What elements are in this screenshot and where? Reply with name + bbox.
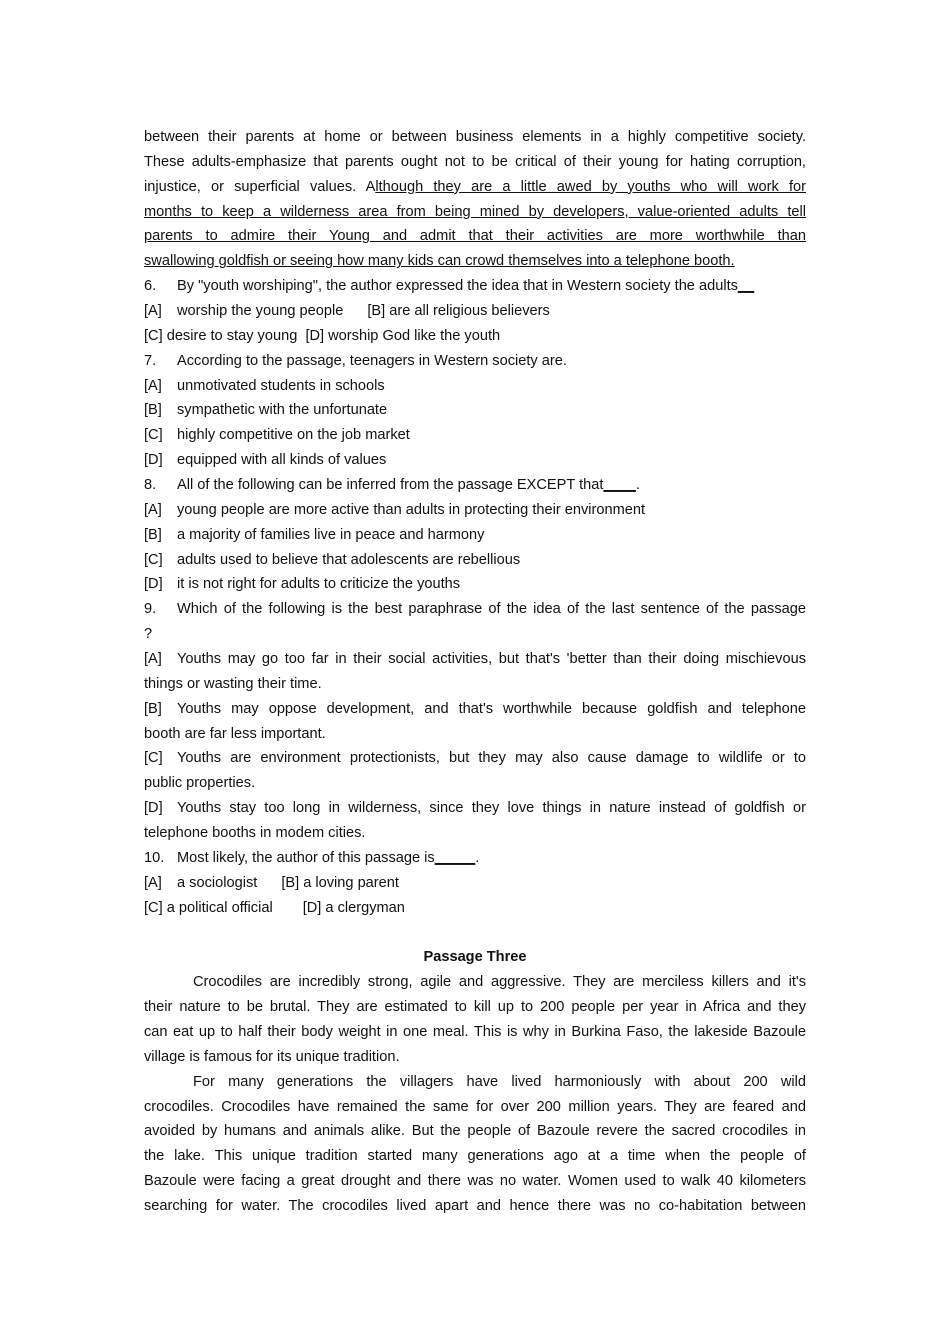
option-text: highly competitive on the job market (177, 427, 410, 444)
option-text: a sociologist (177, 874, 258, 891)
option-line: telephone booths in modem cities. (144, 825, 366, 842)
question-number: 7. (144, 352, 157, 369)
option-label: [A] (144, 501, 162, 518)
underlined-line: months to keep a wilderness area from being mined by developers, value-oriented adults tell (144, 203, 806, 220)
option-label: [A] (144, 651, 162, 668)
underlined-line (144, 249, 806, 274)
text-line (144, 175, 806, 200)
option-line (144, 647, 806, 672)
option-label: [A] (144, 303, 162, 320)
option-text: equipped with all kinds of values (177, 452, 387, 469)
question-9 (144, 597, 806, 622)
option-text: young people are more active than adults in protecting their environment (177, 501, 646, 518)
question-text: Most likely, the author of this passage is (177, 849, 435, 866)
option-text: [C] desire to stay young (144, 327, 298, 344)
text-line: These adults-emphasize that parents ought not to be critical of their young for hating corruption, (144, 153, 806, 170)
option-line (144, 523, 806, 548)
option-text: Youths may go too far in their social activities, but that's 'better than their doing mischievous (177, 651, 806, 668)
text-line: village is famous for its unique tradition. (144, 1048, 400, 1065)
question-number: 9. (144, 601, 157, 618)
question-number: 8. (144, 477, 157, 494)
option-text: [B] a loving parent (281, 874, 399, 891)
option-label: [C] (144, 750, 163, 767)
underlined-line: parents to admire their Young and admit that their activities are more worthwhile than (144, 228, 806, 245)
option-line: things or wasting their time. (144, 675, 322, 692)
option-line (144, 324, 806, 349)
option-text: [C] a political official (144, 899, 273, 916)
answer-blank: _____ (434, 849, 476, 866)
option-line (144, 374, 806, 399)
option-text: [D] worship God like the youth (305, 327, 501, 344)
option-label: [D] (144, 576, 163, 593)
text-line: can eat up to half their body weight in one meal. This is why in Burkina Faso, the lakeside Bazoule (144, 1023, 806, 1040)
text-line: crocodiles. Crocodiles have remained the same for over 200 million years. They are feared and (144, 1098, 806, 1115)
option-text: [B] are all religious believers (367, 303, 550, 320)
question-number: 10. (144, 849, 165, 866)
option-label: [B] (144, 700, 162, 717)
text-line: avoided by humans and animals alike. But the people of Bazoule revere the sacred crocodiles in (144, 1123, 806, 1140)
text-line: between their parents at home or between business elements in a highly competitive society. (144, 129, 806, 145)
option-label: [D] (144, 452, 163, 469)
question-text: According to the passage, teenagers in Western society are. (177, 352, 567, 369)
option-text: [D] a clergyman (302, 899, 405, 916)
option-text: sympathetic with the unfortunate (177, 402, 388, 419)
option-label: [C] (144, 551, 163, 568)
question-continuation: ? (144, 626, 153, 643)
text-line: their nature to be brutal. They are estimated to kill up to 200 people per year in Africa and they (144, 999, 806, 1016)
option-line (144, 896, 806, 921)
option-line (144, 871, 806, 896)
option-line (144, 448, 806, 473)
option-label: [B] (144, 526, 162, 543)
question-7 (144, 349, 806, 374)
option-line (144, 498, 806, 523)
option-label: [D] (144, 800, 163, 817)
text-line: For many generations the villagers have lived harmoniously with about 200 wild (193, 1073, 806, 1090)
text-line: searching for water. The crocodiles lived apart and hence there was no co-habitation between (144, 1197, 806, 1214)
question-number: 6. (144, 278, 157, 295)
option-text: unmotivated students in schools (177, 377, 385, 394)
option-label: [A] (144, 377, 162, 394)
option-text: Youths stay too long in wilderness, since they love things in nature instead of goldfish or (177, 800, 806, 817)
option-text: worship the young people (177, 303, 344, 320)
answer-blank: ____ (603, 477, 636, 494)
option-line (144, 746, 806, 771)
option-line: booth are far less important. (144, 725, 326, 742)
spacer (144, 921, 806, 946)
text-line: the lake. This unique tradition started many generations ago at a time when the people of (144, 1148, 806, 1165)
question-text: All of the following can be inferred from the passage EXCEPT that (177, 477, 604, 494)
question-10 (144, 846, 806, 871)
option-label: [A] (144, 874, 162, 891)
option-line (144, 572, 806, 597)
question-8 (144, 473, 806, 498)
option-text: Youths may oppose development, and that's worthwhile because goldfish and telephone (177, 700, 806, 717)
document-page (144, 125, 806, 1219)
answer-blank: __ (737, 278, 755, 295)
option-text: it is not right for adults to criticize the youths (177, 576, 461, 593)
option-line (144, 796, 806, 821)
punctuation: . (475, 849, 480, 866)
section-heading: Passage Three (423, 949, 527, 966)
option-line (144, 398, 806, 423)
question-text: Which of the following is the best paraphrase of the idea of the last sentence of the passage (177, 601, 806, 618)
option-label: [B] (144, 402, 162, 419)
punctuation: . (635, 477, 640, 494)
option-line (144, 423, 806, 448)
option-text: a majority of families live in peace and harmony (177, 526, 485, 543)
option-line (144, 299, 806, 324)
text-line: Bazoule were facing a great drought and there was no water. Women used to walk 40 kilometers (144, 1173, 806, 1190)
option-text: Youths are environment protectionists, but they may also cause damage to wildlife or to (177, 750, 806, 767)
option-line: public properties. (144, 775, 256, 792)
option-line (144, 548, 806, 573)
question-6 (144, 274, 806, 299)
option-label: [C] (144, 427, 163, 444)
underlined-text: swallowing goldfish or seeing how many kids can crowd themselves into a telephone booth. (144, 253, 735, 270)
underlined-text: lthough they are a little awed by youths who will work for (375, 178, 806, 195)
text-segment: injustice, or superficial values. A (144, 178, 376, 195)
option-text: adults used to believe that adolescents are rebellious (177, 551, 521, 568)
text-line: Crocodiles are incredibly strong, agile and aggressive. They are merciless killers and it's (193, 974, 806, 991)
question-text: By "youth worshiping", the author expressed the idea that in Western society the adults (177, 278, 738, 295)
option-line (144, 697, 806, 722)
